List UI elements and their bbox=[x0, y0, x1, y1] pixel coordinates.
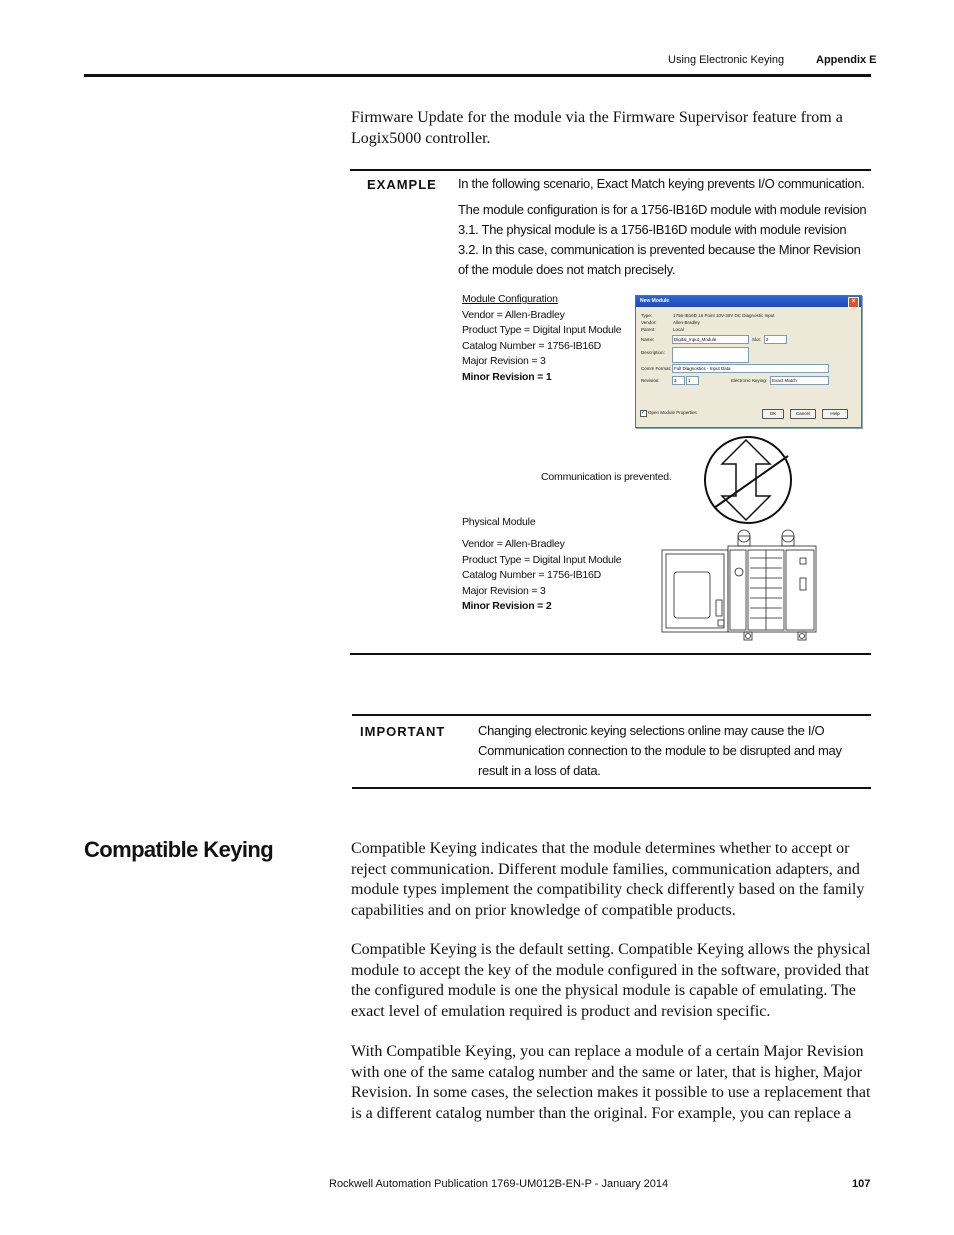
dialog-title: New Module bbox=[640, 298, 670, 304]
dialog-slot-label: Slot: bbox=[752, 337, 762, 342]
footer-page-number: 107 bbox=[852, 1178, 871, 1190]
paragraph-2: Compatible Keying is the default setting. Compatible Keying allows the physical module to accept the key of the module configured in the software, provided that the configured module is one the physical module is capable of emulating. The exact level of emulation required is product and revision specific. bbox=[351, 941, 871, 1020]
module-config-heading: Module Configuration bbox=[462, 293, 558, 305]
important-text: Changing electronic keying selections online may cause the I/O Communication connection to the module to be disrupted and may result in a loss of data. bbox=[478, 723, 842, 778]
physical-module-block bbox=[462, 537, 621, 615]
dialog-revision-minor[interactable]: 1 bbox=[686, 376, 699, 385]
chassis-module-illustration bbox=[660, 528, 820, 644]
module-config-minor: Minor Revision = 1 bbox=[462, 370, 552, 383]
dialog-comm-format-select[interactable]: Full Diagnostics - Input Data bbox=[672, 364, 829, 373]
dialog-comm-format-label: Comm Format: bbox=[641, 366, 672, 371]
dialog-description-label: Description: bbox=[641, 350, 665, 355]
physical-module-major: Major Revision = 3 bbox=[462, 584, 546, 597]
physical-module-heading: Physical Module bbox=[462, 516, 536, 528]
dialog-revision-major[interactable]: 3 bbox=[672, 376, 685, 385]
dialog-title-bar bbox=[636, 296, 861, 307]
dialog-name-label: Name: bbox=[641, 337, 655, 342]
dialog-parent-label: Parent: bbox=[641, 327, 656, 332]
header-rule bbox=[84, 74, 871, 77]
module-config-product-type: Product Type = Digital Input Module bbox=[462, 324, 622, 336]
dialog-vendor-label: Vendor: bbox=[641, 320, 657, 325]
important-top-rule bbox=[352, 714, 871, 716]
dialog-keying-label: Electronic Keying: bbox=[731, 378, 768, 383]
dialog-type-label: Type: bbox=[641, 313, 653, 318]
important-bottom-rule bbox=[352, 787, 871, 789]
ok-button[interactable]: OK bbox=[762, 409, 784, 419]
physical-module-catalog: Catalog Number = 1756-IB16D bbox=[462, 569, 602, 581]
module-config-major: Major Revision = 3 bbox=[462, 355, 546, 367]
module-config-catalog: Catalog Number = 1756-IB16D bbox=[462, 339, 602, 352]
dialog-parent-value: Local bbox=[673, 327, 684, 332]
module-config-block bbox=[462, 292, 621, 385]
cancel-button[interactable]: Cancel bbox=[790, 409, 816, 419]
close-icon[interactable]: × bbox=[848, 297, 859, 308]
dialog-open-props-label: Open Module Properties bbox=[648, 410, 697, 415]
intro-text: Firmware Update for the module via the Firmware Supervisor feature from a Logix5000 controller. bbox=[351, 109, 843, 147]
example-bottom-rule bbox=[350, 653, 871, 655]
physical-module-minor: Minor Revision = 2 bbox=[462, 600, 552, 612]
dialog-description-input[interactable] bbox=[672, 347, 749, 363]
dialog-keying-select[interactable]: Exact Match bbox=[770, 376, 829, 385]
new-module-dialog bbox=[635, 295, 862, 428]
dialog-type-value: 1756-IB16D 16 Point 10V-30V DC Diagnostic Input bbox=[673, 313, 775, 318]
communication-prevented-icon bbox=[702, 434, 794, 526]
comm-prevented-text: Communication is prevented. bbox=[541, 471, 672, 483]
paragraph-3: With Compatible Keying, you can replace a module of a certain Major Revision with one of the same catalog number and the same or later, that is higher, Major Revision. In some cases, the selection makes it possible to use a replacement that is a different catalog number than the original. For example, you can replace a bbox=[351, 1043, 871, 1122]
example-line1: In the following scenario, Exact Match keying prevents I/O communication. bbox=[458, 176, 865, 191]
physical-module-product-type: Product Type = Digital Input Module bbox=[462, 553, 622, 566]
section-title: Compatible Keying bbox=[84, 837, 274, 862]
dialog-open-props-checkbox[interactable]: ✓ bbox=[641, 410, 646, 416]
example-top-rule bbox=[350, 169, 871, 171]
footer-publication: Rockwell Automation Publication 1769-UM012B-EN-P - January 2014 bbox=[329, 1178, 669, 1190]
dialog-name-input[interactable]: Digital_Input_Module bbox=[672, 335, 749, 344]
header-section: Using Electronic Keying bbox=[668, 54, 785, 66]
dialog-slot-input[interactable]: 2 bbox=[764, 335, 787, 344]
header-appendix: Appendix E bbox=[816, 54, 877, 66]
paragraph-1: Compatible Keying indicates that the module determines whether to accept or reject communication. Different module families, communication adapters, and module types implement the compatibility check differently based on the family capabilities and on prior knowledge of compatible products. bbox=[351, 840, 865, 919]
help-button[interactable]: Help bbox=[822, 409, 848, 419]
physical-module-vendor: Vendor = Allen-Bradley bbox=[462, 538, 565, 550]
module-config-vendor: Vendor = Allen-Bradley bbox=[462, 308, 565, 321]
dialog-revision-label: Revision: bbox=[641, 378, 660, 383]
example-label: EXAMPLE bbox=[367, 177, 437, 192]
dialog-vendor-value: Allen-Bradley bbox=[673, 320, 700, 325]
important-label: IMPORTANT bbox=[360, 724, 446, 739]
example-line2: The module configuration is for a 1756-IB16D module with module revision 3.1. The physical module is a 1756-IB16D module with module revision 3.2. In this case, communication is prevented because the Minor Revision of the module does not match precisely. bbox=[458, 202, 867, 277]
